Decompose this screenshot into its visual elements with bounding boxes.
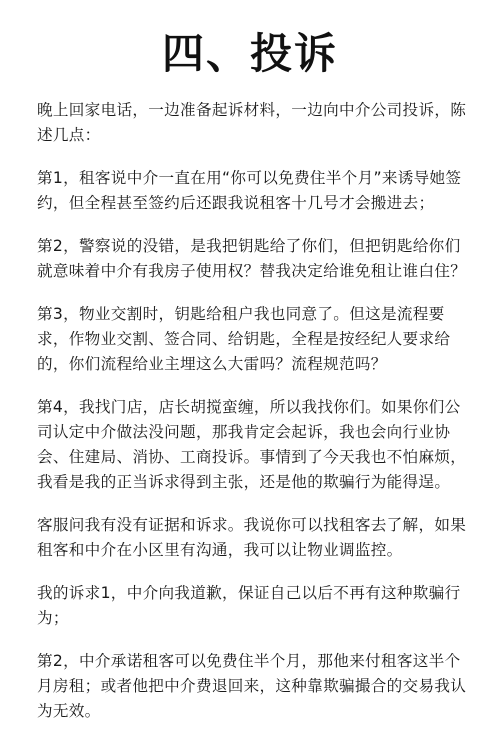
paragraph-point-2: 第2，警察说的没错，是我把钥匙给了你们，但把钥匙给你们就意味着中介有我房子使用权？替我决定给谁免租让谁白住？ — [37, 237, 467, 280]
page-title: 四、投诉 — [161, 29, 338, 78]
paragraph-point-1: 第1，租客说中介一直在用“你可以免费住半个月”来诱导她签约，但全程甚至签约后还跟我说租客十几号才会搬进去； — [37, 169, 462, 212]
document-body — [37, 98, 467, 742]
paragraph-demand-2: 第2，中介承诺租客可以免费住半个月，那他来付租客这半个月房租；或者他把中介费退回来，这种靠欺骗撮合的交易我认为无效。 — [37, 652, 467, 720]
paragraph-point-4: 第4，我找门店，店长胡搅蛮缠，所以我找你们。如果你们公司认定中介做法没问题，那我肯定会起诉，我也会向行业协会、住建局、消协、工商投诉。事情到了今天我也不怕麻烦，我看是我的正当诉求得到主张，还是他的欺骗行为能得逞。 — [37, 398, 467, 491]
paragraph-point-3: 第3，物业交割时，钥匙给租户我也同意了。但这是流程要求，作物业交割、签合同、给钥匙，全程是按经纪人要求给的，你们流程给业主埋这么大雷吗？流程规范吗？ — [37, 305, 451, 373]
paragraph-demand-1: 我的诉求1，中介向我道歉，保证自己以后不再有这种欺骗行为； — [37, 584, 461, 627]
paragraph-intro: 晚上回家电话，一边准备起诉材料，一边向中介公司投诉，陈述几点： — [37, 101, 467, 144]
paragraph-customer-service: 客服问我有没有证据和诉求。我说你可以找租客去了解，如果租客和中介在小区里有沟通，我可以让物业调监控。 — [37, 516, 467, 559]
